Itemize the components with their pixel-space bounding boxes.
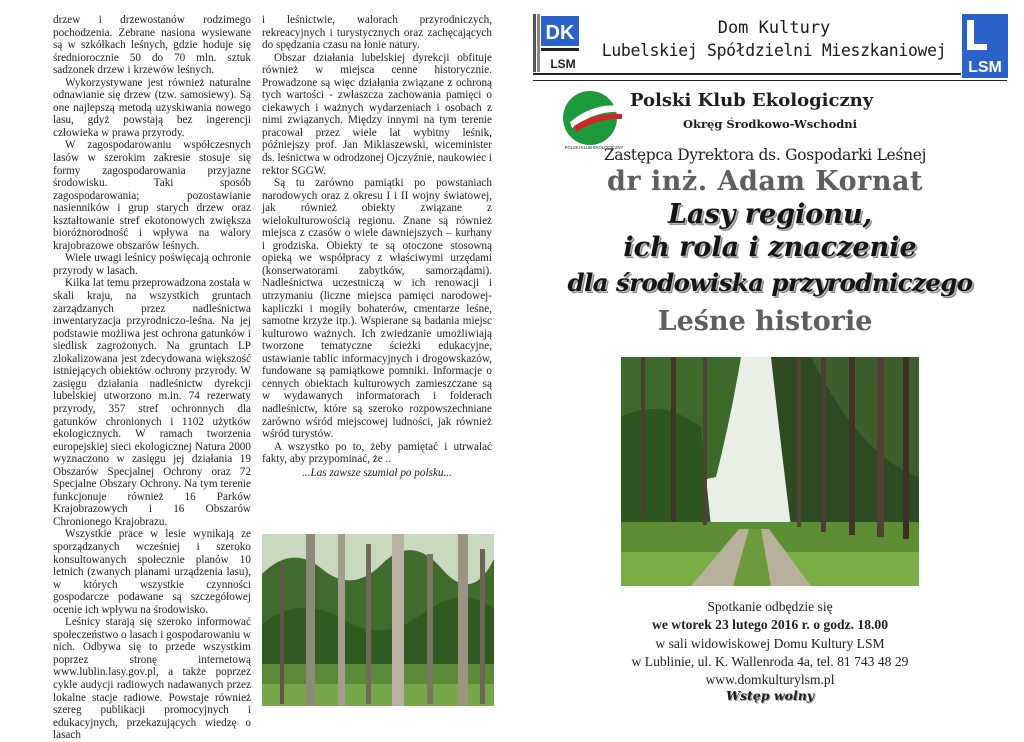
speaker-name: dr inż. Adam Kornat	[606, 166, 924, 197]
paragraph: A wszystko po to, żeby pamiętać i utrwalać fakty, aby przypominać, że ..	[262, 440, 492, 466]
admission-free: Wstęp wolny	[725, 688, 815, 703]
speaker-position: Zastępca Dyrektora ds. Gospodarki Leśnej	[603, 146, 927, 164]
meeting-venue: w sali widowiskowej Domu Kultury LSM	[655, 636, 885, 651]
meeting-intro: Spotkanie odbędzie się	[707, 599, 833, 614]
polish-ecological-club-logo	[560, 86, 626, 152]
paragraph: W zagospodarowaniu współczesnych lasów w szerokim zakresie stosuje się formy zagospodarowania przyjazne środowisku. Taki sposób zagospodarowania; pozostawianie nasienników i grup starych drzew oraz kształtowanie stref ekotonowych zwiększa bioróżnorodność i wpływa na walory krajobrazowe obszarów leśnych.	[53, 139, 251, 252]
club-name: Polski Klub Ekologiczny	[630, 90, 874, 111]
paragraph: Wykorzystywane jest również naturalne odnawianie się drzew (tzw. samosiewy). Są one najlepszą metodą uzyskiwania nowego lasu, gdyż powstają bez ingerencji człowieka w prawa przyrody.	[53, 76, 251, 139]
dk-logo-text: DK	[545, 22, 575, 44]
paragraph: Wiele uwagi leśnicy poświęcają ochronie przyrody w lasach.	[53, 252, 251, 277]
closing-quote: ...Las zawsze szumiał po polsku...	[302, 466, 452, 479]
lecture-title-line1: Lasy regionu,	[668, 199, 872, 230]
club-district: Okręg Środkowo-Wschodni	[682, 117, 858, 131]
forest-road-photo	[621, 357, 919, 586]
paragraph: Obszar działania lubelskiej dyrekcji obfituje również w miejsca cenne historycznie. Prowadzone są więc działania związane z ochroną tych wartości - zwłaszcza zachowania pamięci o ciekawych i ważnych wydarzeniach i osobach z nimi związanych. Między innymi na tym terenie pracował przez wiele lat wybitny leśnik, późniejszy prof. Jan Miklaszewski, wiceminister ds. leśnictwa w odrodzonej Ojczyźnie, naukowiec i rektor SGGW.	[262, 51, 492, 177]
lecture-title-line2: ich rola i znaczenie	[623, 232, 917, 263]
left-text-column	[53, 14, 251, 742]
lsm-logo-text: LSM	[968, 59, 1002, 76]
header-rule-thin	[533, 80, 1007, 81]
paragraph: drzew i drzewostanów rodzimego pochodzenia. Zebrane nasiona wysiewane są w szkółkach leśnych, gdzie hoduje się średniorocznie 50 do 70 mln. sztuk sadzonek drzew i krzewów leśnych.	[53, 14, 251, 77]
lecture-title-line3: dla środowiska przyrodniczego	[567, 268, 973, 297]
lsm-logo	[962, 14, 1008, 78]
meeting-datetime: we wtorek 23 lutego 2016 r. o godz. 18.00	[652, 617, 888, 632]
paragraph: Wszystkie prace w lesie wynikają ze sporządzanych wcześniej i szeroko konsultowanych społecznie planów 10 letnich (zwanych planami urządzenia lasu), w których wszystkie czynności gospodarcze podawane są szczegółowej ocenie ich wpływu na środowisko.	[53, 528, 251, 616]
paragraph: Leśnicy starają się szeroko informować społeczeństwo o lasach i gospodarowaniu w nich. Odbywa się to przede wszystkim poprzez stronę internetową www.lublin.lasy.gov.pl, a także poprzez cykle audycji radiowych nadawanych przez lokalne stacje radiowe. Powstaje również szereg publikacji promocyjnych i edukacyjnych, przekazujących wiedzę o lasach	[53, 616, 251, 742]
lecture-subtitle: Leśne historie	[657, 306, 873, 337]
dk-logo-sub: LSM	[550, 57, 576, 71]
header-rule	[533, 73, 961, 75]
website-link[interactable]: www.domkulturylsm.pl	[705, 672, 835, 687]
dk-lsm-logo	[533, 14, 581, 72]
forest-photo-trunks	[262, 534, 494, 706]
meeting-address: w Lublinie, ul. K. Wallenroda 4a, tel. 81 743 48 29	[631, 654, 909, 669]
paragraph: i leśnictwie, walorach przyrodniczych, rekreacyjnych i turystycznych oraz zachęcających do spędzania czasu na łonie natury.	[262, 14, 492, 52]
paragraph: Kilka lat temu przeprowadzona została w skali kraju, na wszystkich gruntach zarządzanych przez nadleśnictwa inwentaryzacja przyrodniczo-leśna. Na jej podstawie możliwa jest ochrona gatunków i siedlisk zagrożonych. Na gruntach LP zlokalizowana jest zdecydowana większość istniejących obiektów ochrony przyrody. W zasięgu działania nadleśnictw dyrekcji lubelskiej utworzono m.in. 74 rezerwaty przyrody, 357 stref ochronnych dla gatunków chronionych i 1102 użytków ekologicznych. W ramach tworzenia europejskiej sieci ekologicznej Natura 2000 wyznaczono w zasięgu jej działania 19 Obszarów Specjalnej Ochrony oraz 72 Specjalne Obszary Ochrony. Na tym terenie funkcjonuje również 16 Parków Krajobrazowych i 16 Obszarów Chronionego Krajobrazu.	[53, 277, 251, 528]
middle-text-column	[262, 14, 492, 479]
org-name-line2: Lubelskiej Spółdzielni Mieszkaniowej	[601, 41, 947, 60]
org-name-line1: Dom Kultury	[717, 18, 831, 38]
paragraph: Są tu zarówno pamiątki po powstaniach narodowych oraz z okresu I i II wojny światowej, jak również obiekty związane z wielokulturowością regionu. Znane są również miejsca z czasów o wiele dawniejszych – kurhany i grodziska. Obiekty te są otoczone stosowną opieką we współpracy z właściwymi urzędami (konserwatorami zabytków, samorządami). Nadleśnictwa uczestniczą w ich renowacji i utrzymaniu (liczne miejsca pamięci narodowej- kapliczki i mogiły bohaterów, cmentarze leśne, samotne krzyże itp.). Wspierane są badania miejsc kulturowo ważnych. Ich zwiedzanie umożliwiają tworzone tematyczne ścieżki edukacyjne, ustawianie tablic informacyjnych i drogowskazów, fundowane są pamiątkowe pomniki. Informacje o cennych obiektach kulturowych zamieszczane są w wydawanych informatorach i folderach nadleśnictw, które są szeroko rozpowszechniane zarówno wśród miejscowej ludności, jak również wśród turystów.	[262, 177, 492, 441]
logo-ring-text: POLSKI KLUB EKOLOGICZNY	[564, 145, 624, 150]
